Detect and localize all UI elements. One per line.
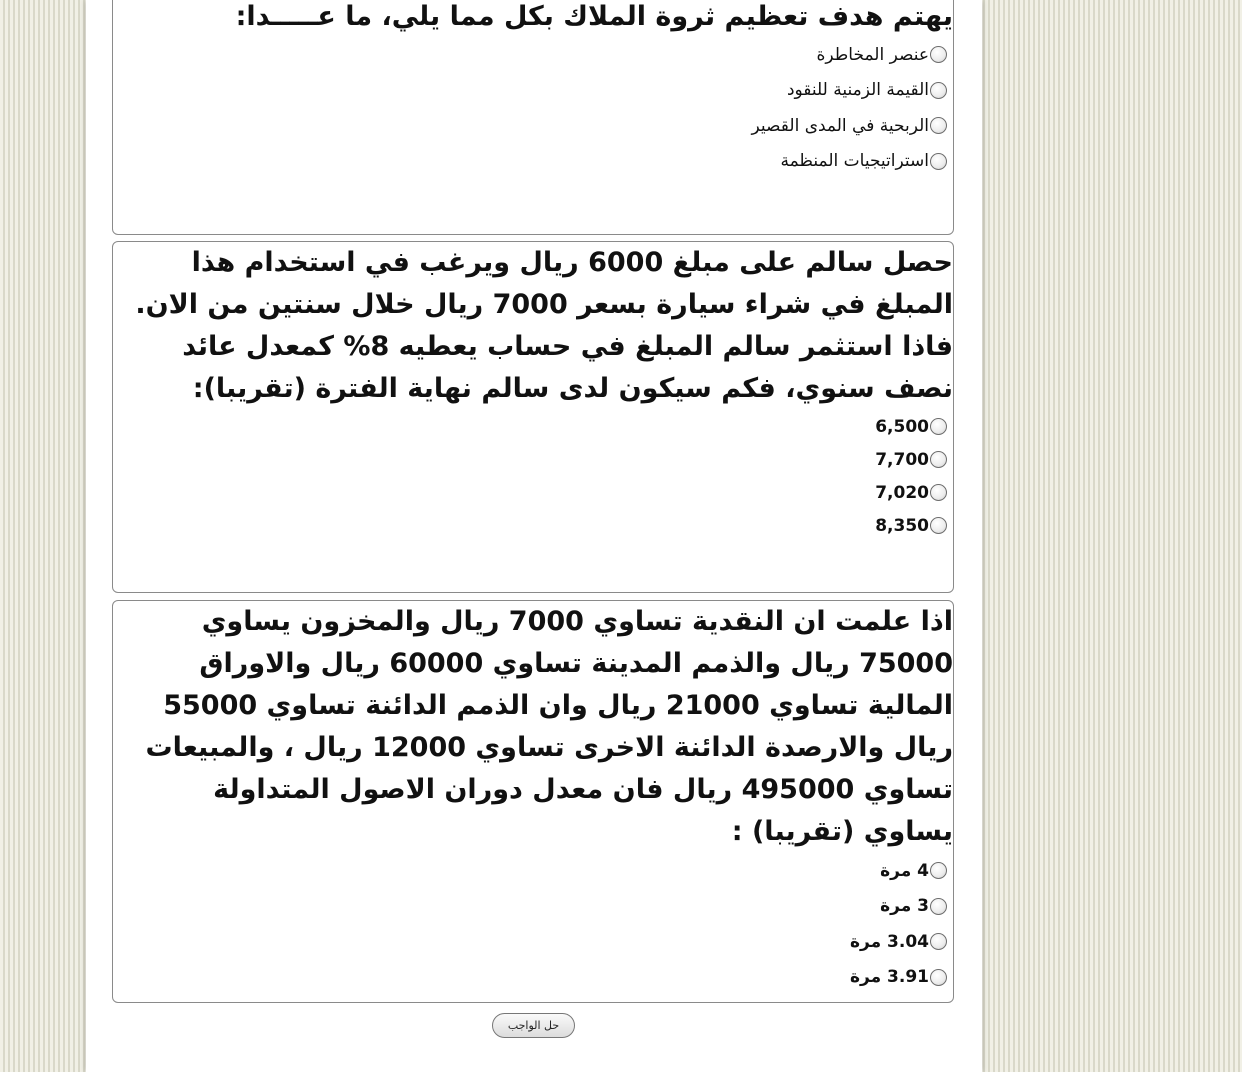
option-label: 4 مرة [880, 860, 929, 881]
question-1-text: يهتم هدف تعظيم ثروة الملاك بكل مما يلي، ما عـــــدا: [235, 1, 953, 32]
question-2-option-3[interactable] [113, 476, 953, 509]
option-label: 7,700 [875, 449, 929, 470]
question-3-text: اذا علمت ان النقدية تساوي 7000 ريال والمخزون يساوي 75000 ريال والذمم المدينة تساوي 60000 ريال والاوراق المالية تساوي 21000 ريال وان الذمم الدائنة تساوي 55000 ريال والارصدة الدائنة الاخرى تساوي 12000 ريال ، والمبيعات تساوي 495000 ريال فان معدل دوران الاصول المتداولة يساوي (تقريبا) : [145, 606, 953, 847]
radio-button[interactable] [930, 933, 947, 950]
radio-button[interactable] [930, 862, 947, 879]
question-2-option-1[interactable] [113, 410, 953, 443]
option-label: 6,500 [875, 416, 929, 437]
submit-homework-button[interactable]: حل الواجب [492, 1013, 575, 1038]
question-2 [112, 241, 954, 593]
question-1-option-2[interactable] [113, 73, 953, 109]
question-2-text: حصل سالم على مبلغ 6000 ريال ويرغب في استخدام هذا المبلغ في شراء سيارة بسعر 7000 ريال خلال سنتين من الان. فاذا استثمر سالم المبلغ في حساب يعطيه 8% كمعدل عائد نصف سنوي، فكم سيكون لدى سالم نهاية الفترة (تقريبا): [135, 247, 953, 404]
radio-button[interactable] [930, 969, 947, 986]
option-label: 7,020 [875, 482, 929, 503]
radio-button[interactable] [930, 898, 947, 915]
radio-button[interactable] [930, 153, 947, 170]
option-label: 3.04 مرة [849, 931, 929, 952]
radio-button[interactable] [930, 82, 947, 99]
option-label: 3 مرة [880, 896, 929, 917]
question-1-option-3[interactable] [113, 108, 953, 144]
option-label: الربحية في المدى القصير [751, 115, 929, 136]
question-1 [112, 0, 954, 235]
question-1-option-4[interactable] [113, 144, 953, 180]
radio-button[interactable] [930, 517, 947, 534]
question-3-option-3[interactable] [113, 924, 953, 960]
question-1-option-1[interactable] [113, 37, 953, 73]
question-3-option-1[interactable] [113, 853, 953, 889]
question-1-options [113, 37, 953, 179]
option-label: القيمة الزمنية للنقود [786, 80, 929, 101]
option-label: 8,350 [875, 515, 929, 536]
question-3-options [113, 853, 953, 995]
radio-button[interactable] [930, 418, 947, 435]
question-3-option-2[interactable] [113, 889, 953, 925]
radio-button[interactable] [930, 117, 947, 134]
question-3 [112, 600, 954, 1003]
question-3-option-4[interactable] [113, 960, 953, 996]
question-2-options [113, 410, 953, 542]
option-label: عنصر المخاطرة [816, 44, 929, 65]
radio-button[interactable] [930, 451, 947, 468]
question-2-option-2[interactable] [113, 443, 953, 476]
radio-button[interactable] [930, 46, 947, 63]
page-container [86, 0, 982, 1072]
question-2-option-4[interactable] [113, 509, 953, 542]
option-label: استراتيجيات المنظمة [780, 151, 929, 172]
option-label: 3.91 مرة [849, 967, 929, 988]
radio-button[interactable] [930, 484, 947, 501]
